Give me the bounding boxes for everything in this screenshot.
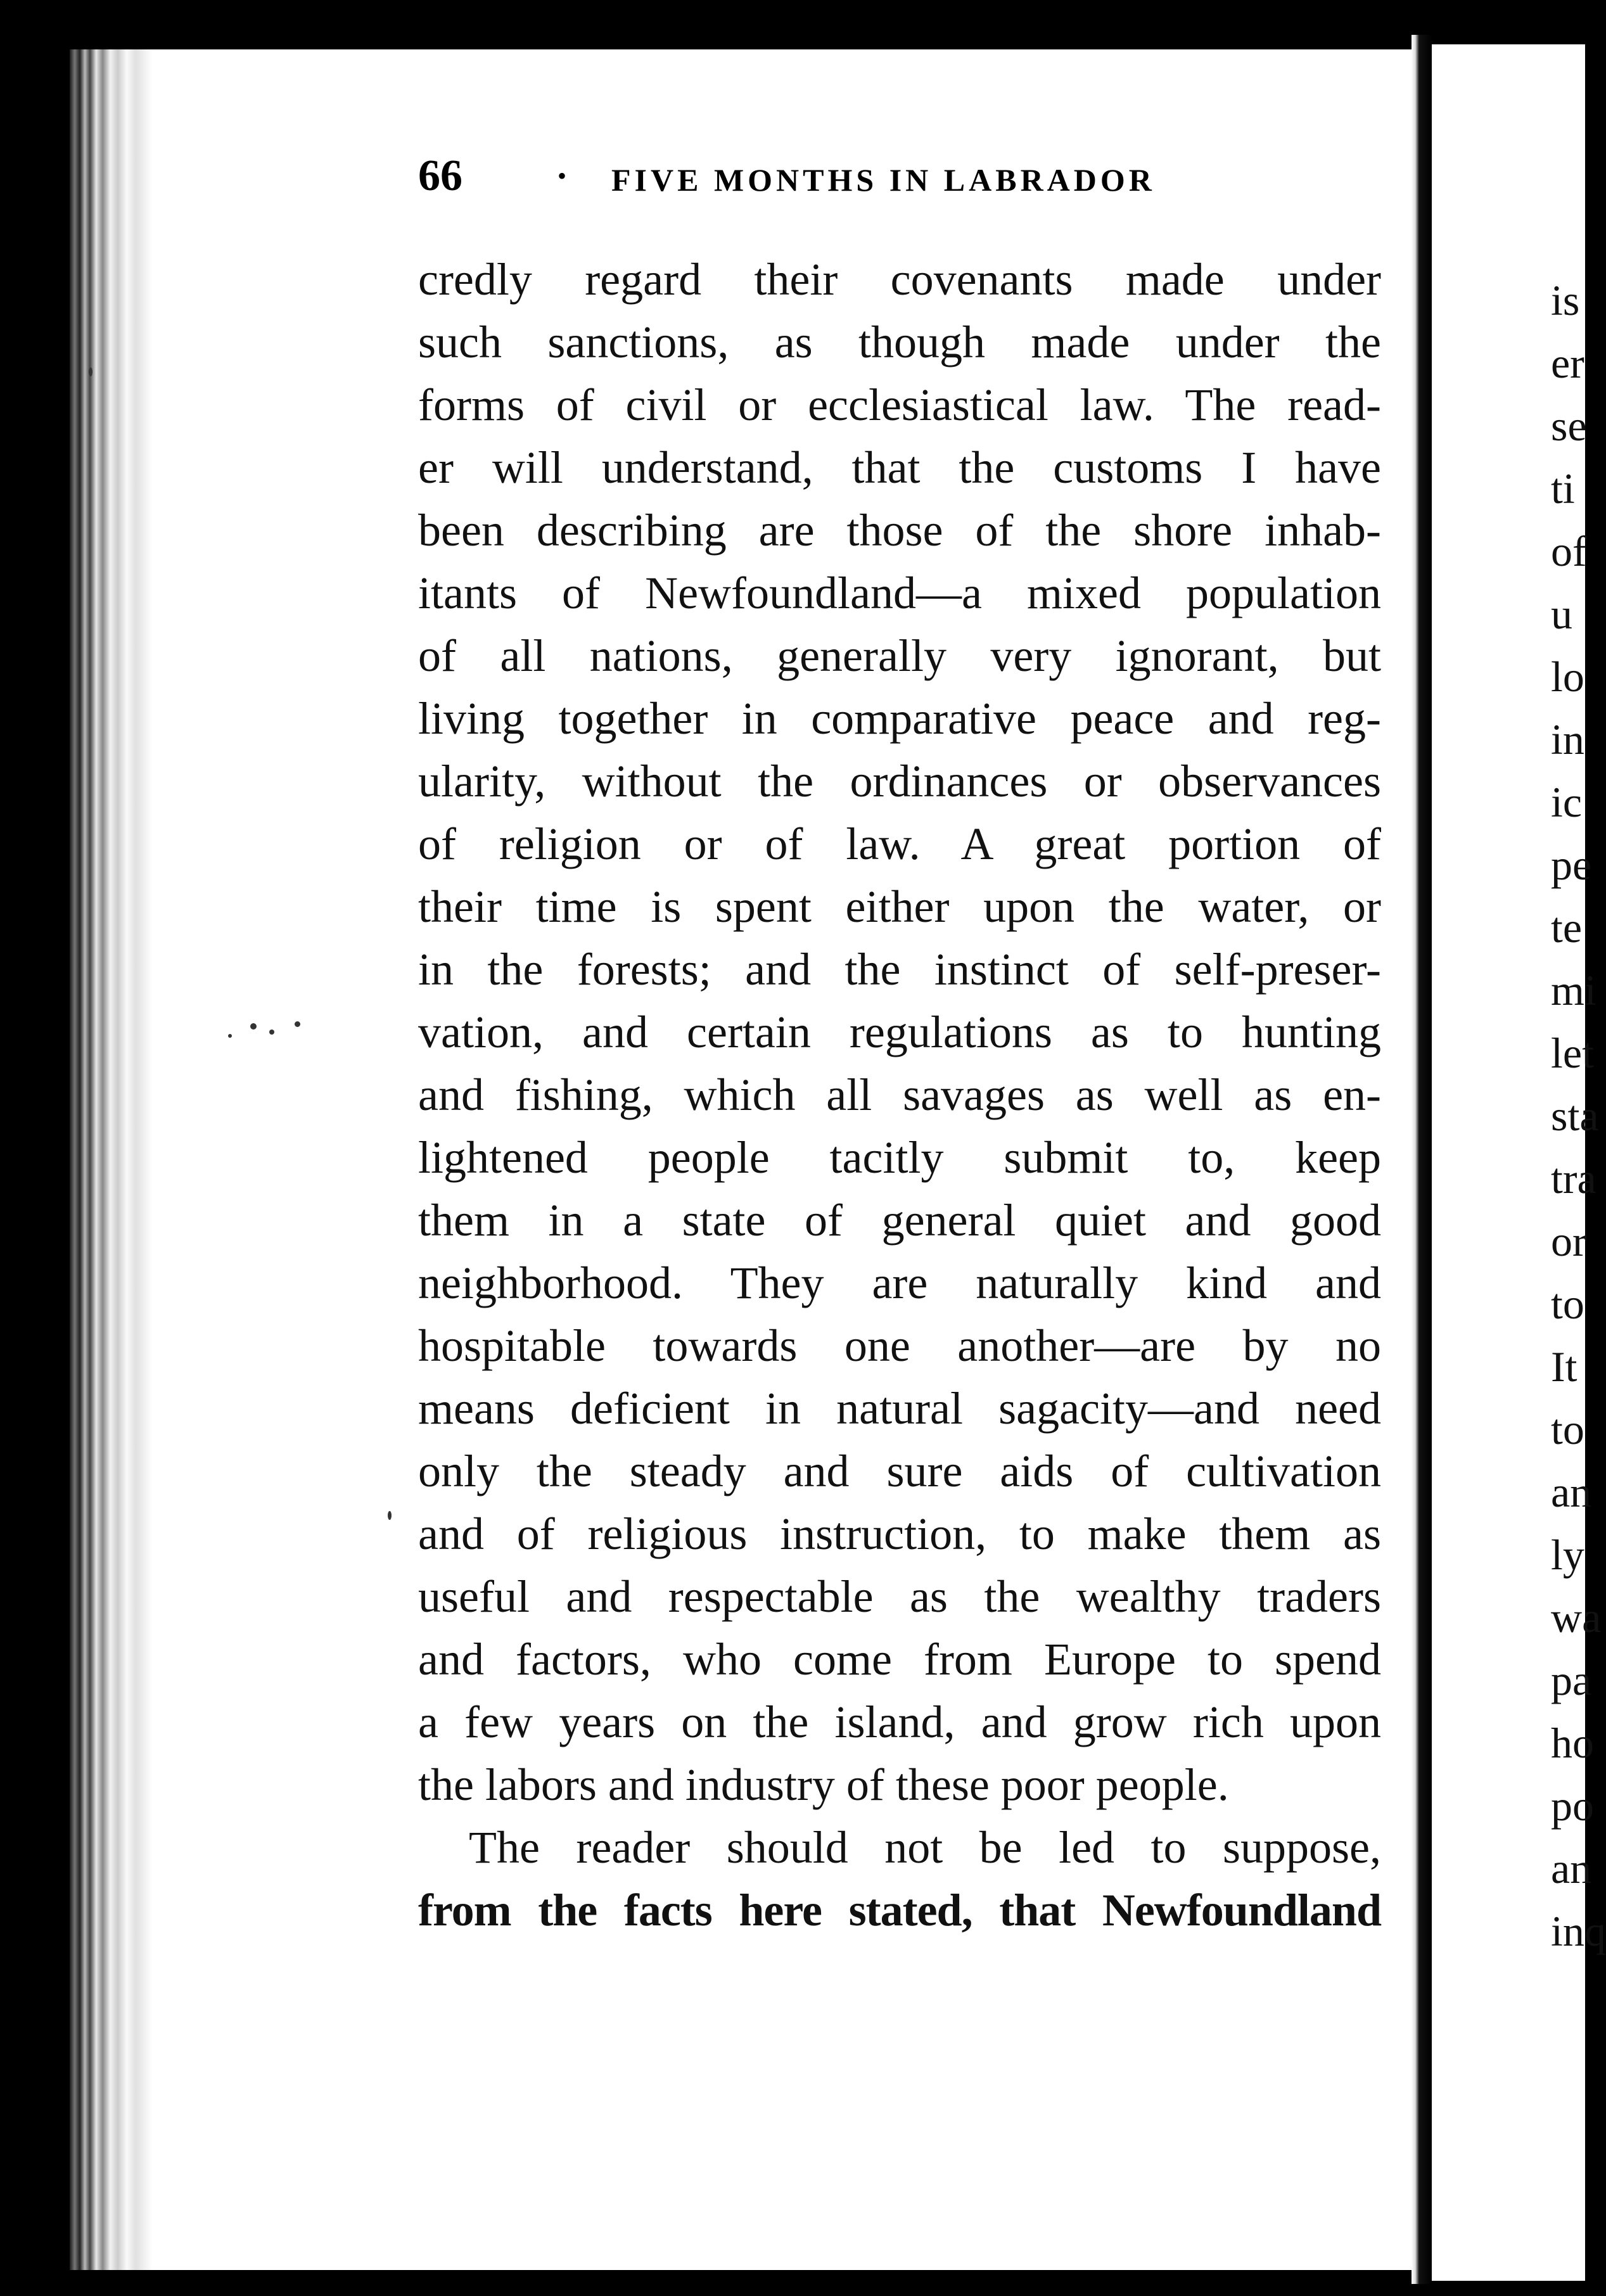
- facing-line: to: [1551, 1280, 1584, 1328]
- facing-line: inq: [1551, 1907, 1606, 1955]
- text-line: The reader should not be led to suppose,: [469, 1822, 1381, 1873]
- running-head: [418, 151, 1400, 201]
- text-line: useful and respectable as the wealthy traders: [418, 1571, 1381, 1622]
- facing-line: ic: [1551, 778, 1583, 826]
- text-line: only the steady and sure aids of cultivation: [418, 1446, 1381, 1496]
- facing-line: an: [1551, 1468, 1592, 1516]
- text-line: been describing are those of the shore inhab-: [418, 505, 1381, 556]
- facing-line: pa: [1551, 1656, 1592, 1704]
- text-line: and of religious instruction, to make them as: [418, 1508, 1381, 1559]
- facing-line: ho: [1551, 1719, 1594, 1767]
- text-line: lightened people tacitly submit to, keep: [418, 1132, 1381, 1183]
- text-line: their time is spent either upon the water, or: [418, 881, 1381, 932]
- text-line: of religion or of law. A great portion of: [418, 819, 1381, 869]
- text-line: such sanctions, as though made under the: [418, 317, 1381, 367]
- facing-line: ti: [1551, 464, 1575, 513]
- page-edge-shading: [70, 49, 260, 2270]
- text-line: living together in comparative peace and reg-: [418, 693, 1381, 744]
- facing-line: pe: [1551, 841, 1592, 889]
- ink-speck: [89, 367, 92, 376]
- facing-line: ly: [1551, 1531, 1584, 1579]
- facing-line: po: [1551, 1782, 1594, 1830]
- text-line: itants of Newfoundland—a mixed population: [418, 568, 1381, 618]
- facing-line: sta: [1551, 1092, 1599, 1140]
- text-line: credly regard their covenants made under: [418, 254, 1381, 305]
- facing-line: tra: [1551, 1154, 1596, 1202]
- facing-line: is: [1551, 276, 1580, 324]
- ink-speck: [250, 1023, 257, 1030]
- text-line: means deficient in natural sagacity—and need: [418, 1383, 1381, 1434]
- text-line: a few years on the island, and grow rich upon: [418, 1697, 1381, 1747]
- text-line: and factors, who come from Europe to spend: [418, 1634, 1381, 1685]
- facing-line: in: [1551, 715, 1584, 763]
- facing-line: of: [1551, 527, 1587, 575]
- text-line: from the facts here stated, that Newfoundland: [418, 1885, 1381, 1936]
- running-head-bullet: •: [558, 162, 567, 190]
- facing-line: or: [1551, 1217, 1587, 1265]
- text-line: in the forests; and the instinct of self-preser-: [418, 944, 1381, 995]
- facing-line: let: [1551, 1029, 1594, 1077]
- text-line: of all nations, generally very ignorant, but: [418, 630, 1381, 681]
- text-line: and fishing, which all savages as well as en-: [418, 1069, 1381, 1120]
- text-line: them in a state of general quiet and good: [418, 1195, 1381, 1246]
- body-text: [418, 248, 1381, 1942]
- facing-line: u: [1551, 590, 1572, 638]
- ink-speck: [295, 1021, 300, 1027]
- page-number: 66: [418, 151, 462, 200]
- text-line: the labors and industry of these poor people.: [418, 1759, 1229, 1810]
- text-line: hospitable towards one another—are by no: [418, 1320, 1381, 1371]
- facing-line: to: [1551, 1405, 1584, 1453]
- facing-page-text: [1551, 269, 1606, 1963]
- facing-line: mi: [1551, 966, 1596, 1014]
- text-line: forms of civil or ecclesiastical law. The read-: [418, 379, 1381, 430]
- facing-line: an: [1551, 1844, 1592, 1892]
- ink-speck: [388, 1511, 392, 1520]
- facing-line: se: [1551, 402, 1587, 450]
- facing-line: lo: [1551, 653, 1584, 701]
- facing-line: te: [1551, 903, 1583, 952]
- book-spine: [1412, 35, 1432, 2284]
- running-head-title: FIVE MONTHS IN LABRADOR: [611, 162, 1156, 198]
- facing-line: er: [1551, 339, 1584, 387]
- text-line: ularity, without the ordinances or observances: [418, 756, 1381, 807]
- facing-line: wa: [1551, 1593, 1602, 1642]
- text-line: vation, and certain regulations as to hunting: [418, 1007, 1381, 1057]
- ink-speck: [269, 1030, 274, 1035]
- facing-line: It: [1551, 1343, 1577, 1391]
- ink-speck: [228, 1034, 232, 1038]
- text-line: neighborhood. They are naturally kind and: [418, 1258, 1381, 1308]
- text-line: er will understand, that the customs I have: [418, 442, 1381, 493]
